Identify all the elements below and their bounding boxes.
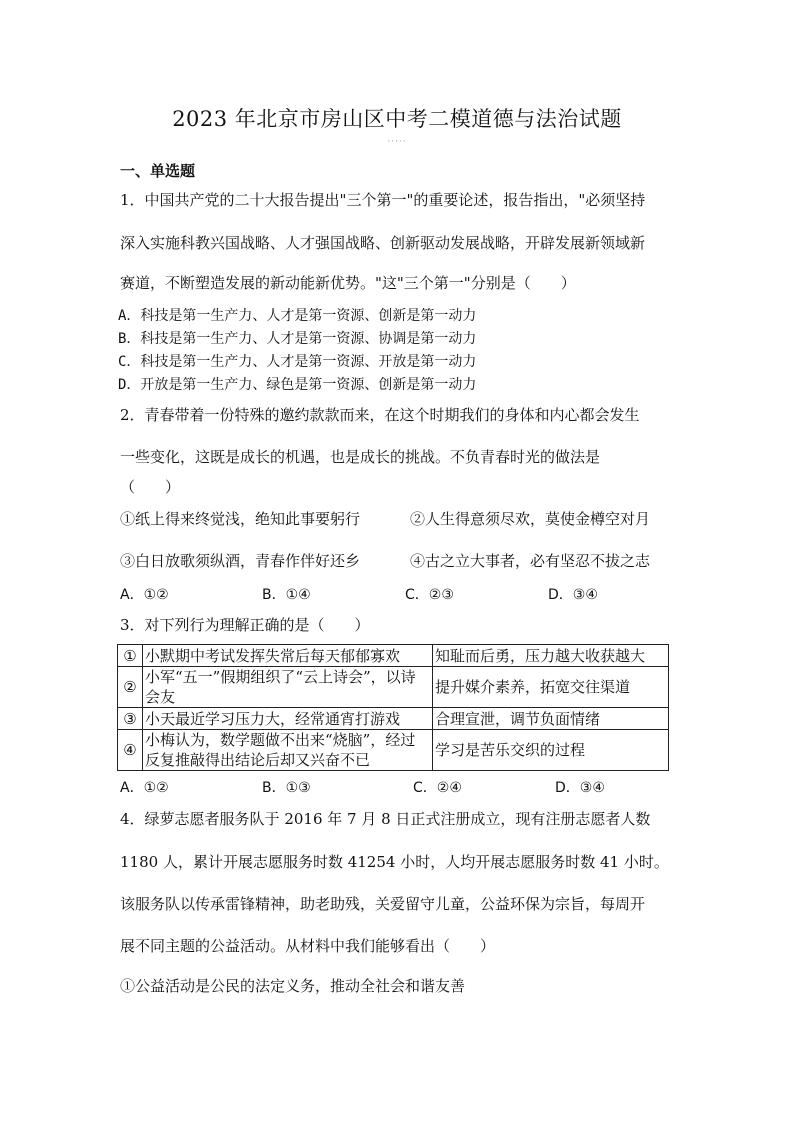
behavior-cell: 小梅认为，数学题做不出来“烧脑”，经过反复推敲得出结论后却又兴奋不已 — [143, 730, 433, 771]
q2-option-d: D．③④ — [548, 587, 598, 603]
meaning-cell: 提升媒介素养，拓宽交往渠道 — [433, 667, 669, 708]
q4-item-1: ①公益活动是公民的法定义务，推动全社会和谐友善 — [120, 977, 466, 995]
q3-table — [117, 644, 669, 771]
row-number: ③ — [118, 708, 143, 730]
q1-option-b: B．科技是第一生产力、人才是第一资源、协调是第一动力 — [118, 331, 477, 347]
q1-option-d: D．开放是第一生产力、绿色是第一资源、创新是第一动力 — [118, 377, 477, 393]
q2-item-1: ①纸上得来终觉浅，绝知此事要躬行 — [120, 510, 361, 528]
meaning-cell: 合理宣泄，调节负面情绪 — [433, 708, 669, 730]
q2-item-4: ④古之立大事者，必有坚忍不拔之志 — [410, 552, 651, 570]
table-row — [118, 730, 669, 771]
q1-option-a: A．科技是第一生产力、人才是第一资源、创新是第一动力 — [118, 308, 477, 324]
meaning-cell: 学习是苦乐交织的过程 — [433, 730, 669, 771]
q4-line-4: 展不同主题的公益活动。从材料中我们能够看出（ ） — [120, 937, 496, 955]
behavior-cell: 小天最近学习压力大，经常通宵打游戏 — [143, 708, 433, 730]
q4-line-2: 1180 人，累计开展志愿服务时数 41254 小时，人均开展志愿服务时数 41 小时。 — [120, 853, 669, 871]
q2-line-2: 一些变化，这既是成长的机遇，也是成长的挑战。不负青春时光的做法是 — [120, 448, 601, 466]
q3-line: 3．对下列行为理解正确的是（ ） — [120, 616, 370, 634]
section-heading: 一、单选题 — [120, 162, 196, 180]
row-number: ① — [118, 645, 143, 667]
q2-option-c: C．②③ — [405, 587, 454, 603]
q2-option-a: A．①② — [120, 587, 169, 603]
row-number: ④ — [118, 730, 143, 771]
behavior-cell: 小军“五一”假期组织了“云上诗会”，以诗会友 — [143, 667, 433, 708]
q1-line-2: 深入实施科教兴国战略、人才强国战略、创新驱动发展战略，开辟发展新领域新 — [120, 234, 646, 252]
meaning-cell: 知耻而后勇，压力越大收获越大 — [433, 645, 669, 667]
q2-option-b: B．①④ — [262, 587, 311, 603]
q1-line-1: 1．中国共产党的二十大报告提出"三个第一"的重要论述，报告指出，"必须坚持 — [120, 191, 646, 209]
q1-line-3: 赛道，不断塑造发展的新动能新优势。"这"三个第一"分别是（ ） — [120, 274, 576, 292]
table-row — [118, 667, 669, 708]
behavior-cell: 小默期中考试发挥失常后每天郁郁寡欢 — [143, 645, 433, 667]
q3-option-c: C．②④ — [413, 780, 462, 796]
q1-option-c: C．科技是第一生产力、人才是第一资源、开放是第一动力 — [118, 354, 477, 370]
q2-line-3: （ ） — [120, 478, 181, 496]
q3-option-a: A．①② — [120, 780, 169, 796]
q4-line-1: 4．绿萝志愿者服务队于 2016 年 7 月 8 日正式注册成立，现有注册志愿者人数 — [120, 810, 651, 828]
q2-line-1: 2．青春带着一份特殊的邀约款款而来，在这个时期我们的身体和内心都会发生 — [120, 406, 640, 424]
q4-line-3: 该服务队以传承雷锋精神，助老助残，关爱留守儿童，公益环保为宗旨，每周开 — [120, 895, 646, 913]
row-number: ② — [118, 667, 143, 708]
title-dots: ····· — [387, 137, 407, 147]
q3-option-b: B．①③ — [262, 780, 311, 796]
q3-option-d: D．③④ — [555, 780, 605, 796]
table-row — [118, 645, 669, 667]
table-row — [118, 708, 669, 730]
q2-item-2: ②人生得意须尽欢，莫使金樽空对月 — [410, 510, 651, 528]
q2-item-3: ③白日放歌须纵酒，青春作伴好还乡 — [120, 552, 361, 570]
document-title: 2023 年北京市房山区中考二模道德与法治试题 — [172, 107, 622, 131]
